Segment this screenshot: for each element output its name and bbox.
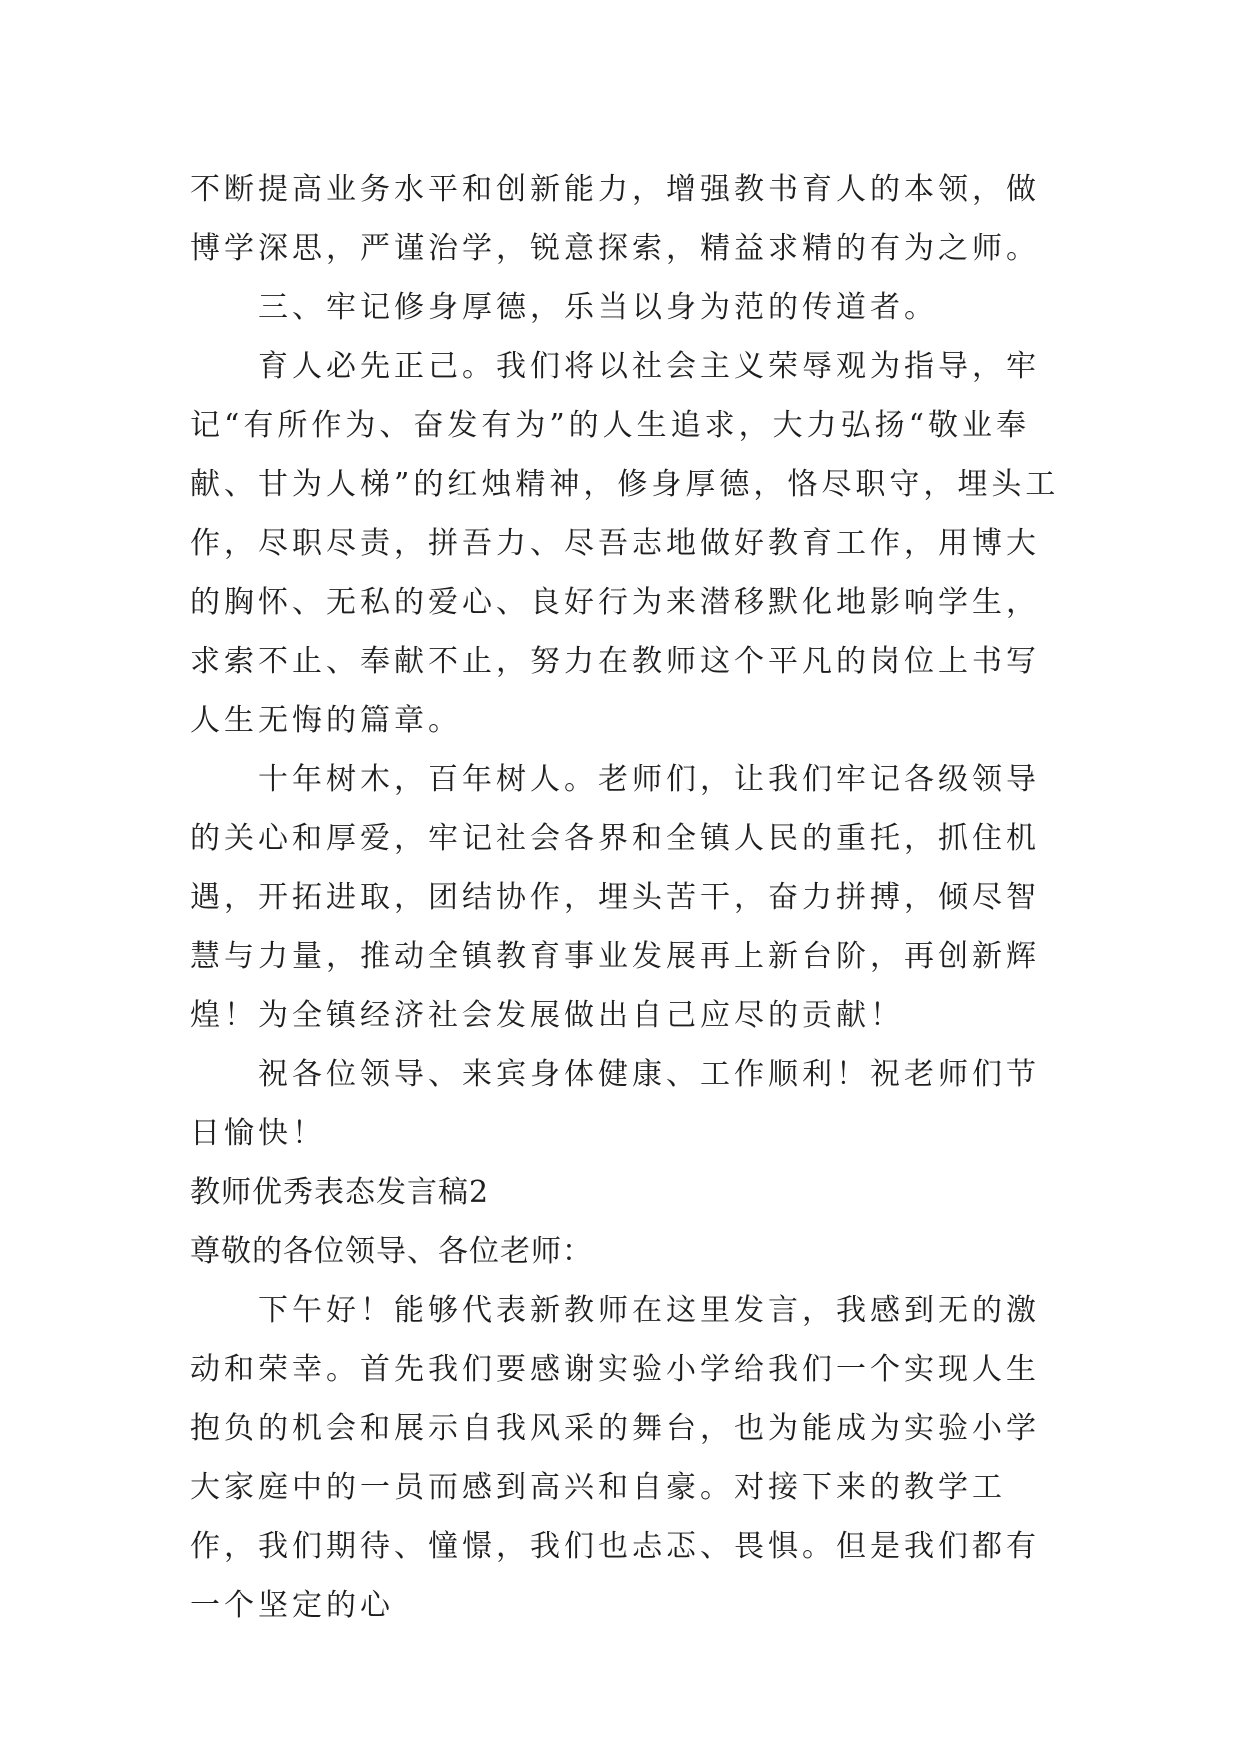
section-heading-three: 三、牢记修身厚德，乐当以身为范的传道者。 xyxy=(258,290,938,325)
paragraph-self-cultivation: 育人必先正己。我们将以社会主义荣辱观为指导，牢记“有所作为、奋发有为”的人生追求，大力弘扬“敬业奉献、甘为人梯”的红烛精神，修身厚德，恪尽职守，埋头工作，尽职尽责，拼吾力、尽吾志地做好教育工作，用博大的胸怀、无私的爱心、良好行为来潜移默化地影响学生，求索不止、奉献不止，努力在教师这个平凡的岗位上书写人生无悔的篇章。 xyxy=(190,349,1060,738)
paragraph-closing-wishes: 祝各位领导、来宾身体健康、工作顺利！祝老师们节日愉快！ xyxy=(190,1057,1040,1151)
paragraph-opening: 下午好！能够代表新教师在这里发言，我感到无的激动和荣幸。首先我们要感谢实验小学给我们一个实现人生抱负的机会和展示自我风采的舞台，也为能成为实验小学大家庭中的一员而感到高兴和自豪。对接下来的教学工作，我们期待、憧憬，我们也忐忑、畏惧。但是我们都有一个坚定的心 xyxy=(190,1293,1040,1623)
document-body xyxy=(190,160,1070,1635)
salutation: 尊敬的各位领导、各位老师： xyxy=(190,1234,593,1269)
speech-title: 教师优秀表态发言稿2 xyxy=(190,1175,490,1210)
paragraph-call-to-action: 十年树木，百年树人。老师们，让我们牢记各级领导的关心和厚爱，牢记社会各界和全镇人民的重托，抓住机遇，开拓进取，团结协作，埋头苦干，奋力拼搏，倾尽智慧与力量，推动全镇教育事业发展再上新台阶，再创新辉煌！为全镇经济社会发展做出自己应尽的贡献！ xyxy=(190,762,1040,1033)
paragraph-continuation: 不断提高业务水平和创新能力，增强教书育人的本领，做博学深思，严谨治学，锐意探索，精益求精的有为之师。 xyxy=(190,172,1040,266)
